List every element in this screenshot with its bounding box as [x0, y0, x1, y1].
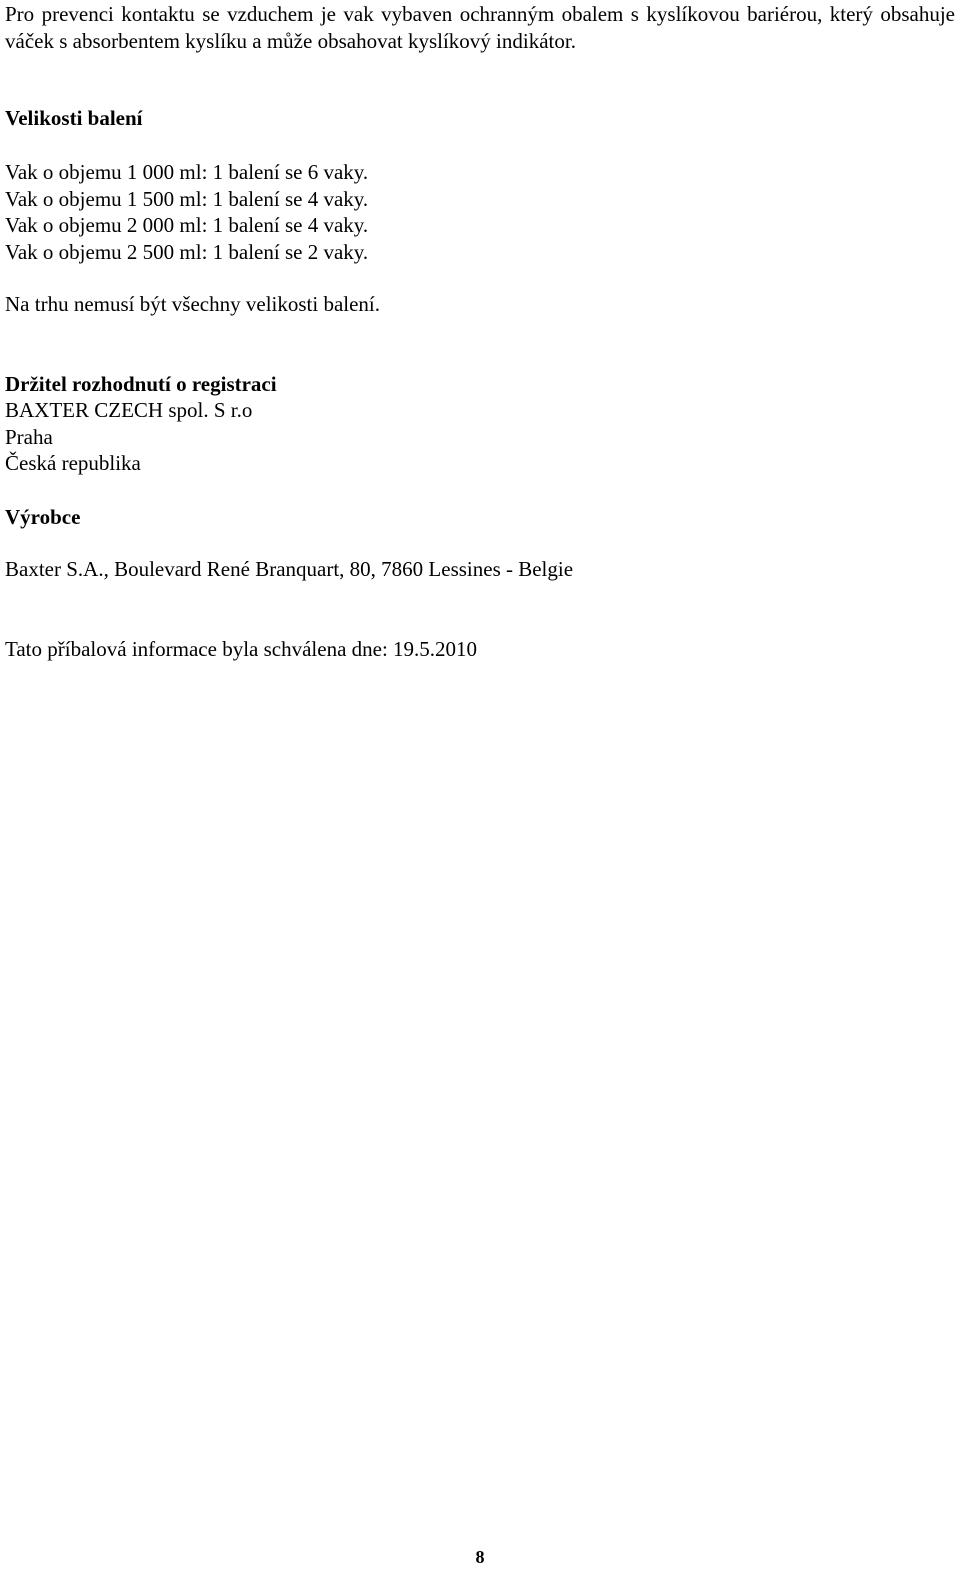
holder-city: Praha: [5, 424, 53, 449]
pack-size-item: Vak o objemu 2 000 ml: 1 balení se 4 vaky.: [5, 213, 369, 237]
manufacturer-heading: Výrobce: [5, 505, 81, 529]
manufacturer-address: Baxter S.A., Boulevard René Branquart, 80, 7860 Lessines - Belgie: [5, 557, 574, 581]
page-number: 8: [475, 1547, 485, 1567]
pack-size-item: Vak o objemu 1 000 ml: 1 balení se 6 vaky.: [5, 160, 369, 184]
holder-heading: Držitel rozhodnutí o registraci: [5, 372, 277, 396]
pack-sizes-list: [5, 159, 368, 265]
pack-sizes-note: Na trhu nemusí být všechny velikosti balení.: [5, 292, 381, 316]
approval-date-text: Tato příbalová informace byla schválena dne: 19.5.2010: [5, 637, 478, 661]
holder-country: Česká republika: [5, 451, 141, 475]
document-page: [5, 0, 957, 1576]
intro-paragraph: Pro prevenci kontaktu se vzduchem je vak vybaven ochranným obalem s kyslíkovou bariérou, který obsahuje váček s absorbentem kyslíku a může obsahovat kyslíkový indikátor.: [5, 2, 955, 53]
pack-sizes-heading: Velikosti balení: [5, 106, 143, 130]
holder-address: [5, 397, 252, 477]
holder-company: BAXTER CZECH spol. S r.o: [5, 398, 253, 422]
pack-size-item: Vak o objemu 1 500 ml: 1 balení se 4 vaky.: [5, 186, 369, 211]
pack-size-item: Vak o objemu 2 500 ml: 1 balení se 2 vaky.: [5, 239, 369, 264]
